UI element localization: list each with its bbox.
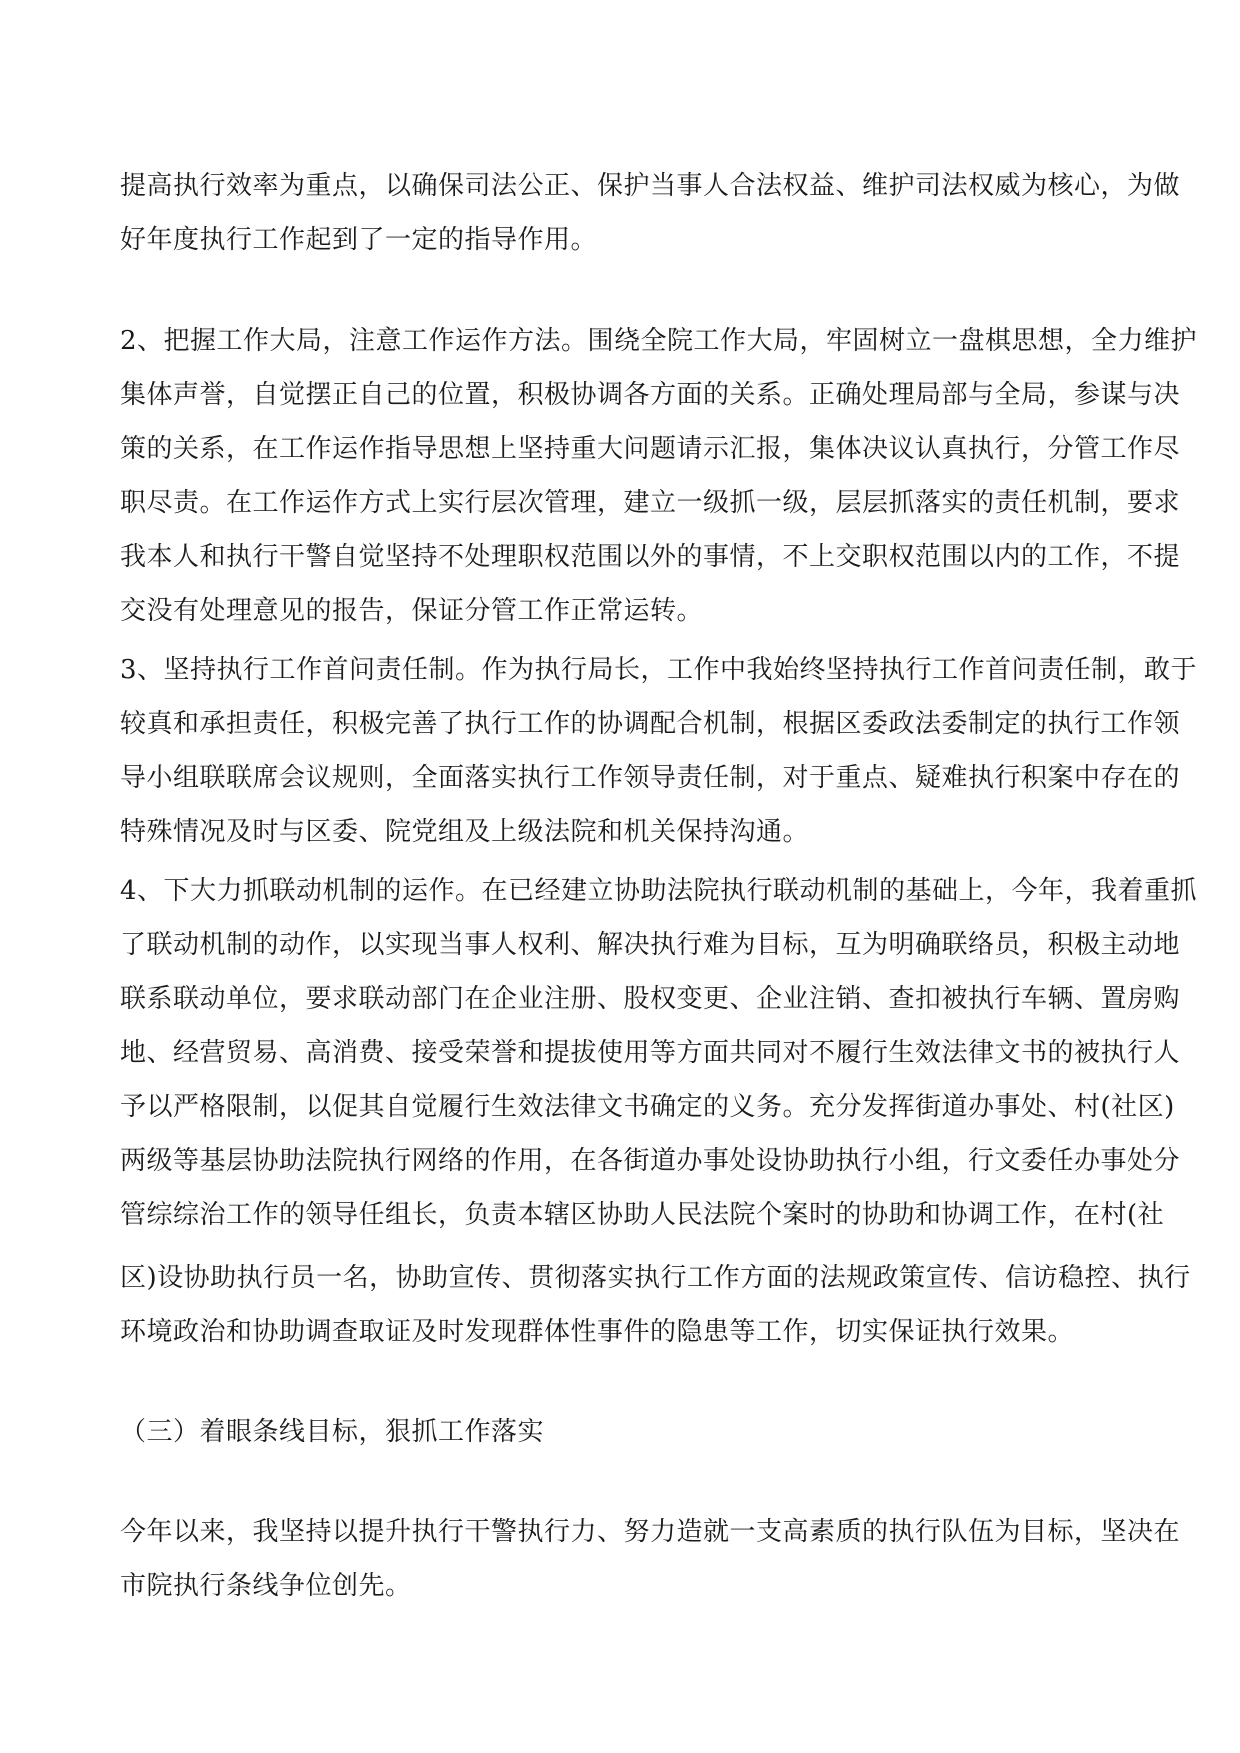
paragraph-line: 2、把握工作大局，注意工作运作方法。围绕全院工作大局，牢固树立一盘棋思想，全力维护 [120,326,1198,356]
paragraph-line: 管综综治工作的领导任组长，负责本辖区协助人民法院个案时的协助和协调工作，在村(社 [120,1200,1165,1230]
paragraph-line: 提高执行效率为重点，以确保司法公正、保护当事人合法权益、维护司法权威为核心，为做 [120,171,1181,201]
paragraph-line: 联系联动单位，要求联动部门在企业注册、股权变更、企业注销、查扣被执行车辆、置房购 [120,984,1181,1014]
paragraph-3 [120,643,1198,859]
paragraph-1 [120,159,1181,267]
paragraph-line: 导小组联联席会议规则，全面落实执行工作领导责任制，对于重点、疑难执行积案中存在的 [120,763,1181,793]
paragraph-line: 今年以来，我坚持以提升执行干警执行力、努力造就一支高素质的执行队伍为目标，坚决在 [120,1517,1181,1547]
heading-line: （三）着眼条线目标，狠抓工作落实 [120,1417,545,1447]
paragraph-line: 予以严格限制，以促其自觉履行生效法律文书确定的义务。充分发挥街道办事处、村(社区) [120,1092,1175,1122]
paragraph-line: 较真和承担责任，积极完善了执行工作的协调配合机制，根据区委政法委制定的执行工作领 [120,709,1181,739]
paragraph-line: 职尽责。在工作运作方式上实行层次管理，建立一级抓一级，层层抓落实的责任机制，要求 [120,488,1181,518]
section-heading [120,1405,1130,1459]
paragraph-line: 特殊情况及时与区委、院党组及上级法院和机关保持沟通。 [120,817,810,847]
paragraph-line: 4、下大力抓联动机制的运作。在已经建立协助法院执行联动机制的基础上，今年，我着重抓 [120,876,1198,906]
paragraph-5 [120,1251,1191,1359]
paragraph-line: 集体声誉，自觉摆正自己的位置，积极协调各方面的关系。正确处理局部与全局，参谋与决 [120,380,1181,410]
paragraph-7 [120,1505,1181,1613]
paragraph-line: 策的关系，在工作运作指导思想上坚持重大问题请示汇报，集体决议认真执行，分管工作尽 [120,434,1181,464]
paragraph-line: 区)设协助执行员一名，协助宣传、贯彻落实执行工作方面的法规政策宣传、信访稳控、执行 [120,1263,1191,1293]
paragraph-line: 3、坚持执行工作首问责任制。作为执行局长，工作中我始终坚持执行工作首问责任制，敢于 [120,655,1198,685]
paragraph-line: 环境政治和协助调查取证及时发现群体性事件的隐患等工作，切实保证执行效果。 [120,1317,1075,1347]
paragraph-line: 市院执行条线争位创先。 [120,1571,412,1601]
paragraph-line: 我本人和执行干警自觉坚持不处理职权范围以外的事情，不上交职权范围以内的工作，不提 [120,542,1181,572]
paragraph-2 [120,314,1198,638]
paragraph-line: 两级等基层协助法院执行网络的作用，在各街道办事处设协助执行小组，行文委任办事处分 [120,1146,1181,1176]
paragraph-4 [120,864,1198,1242]
paragraph-line: 地、经营贸易、高消费、接受荣誉和提拔使用等方面共同对不履行生效法律文书的被执行人 [120,1038,1181,1068]
paragraph-line: 了联动机制的动作，以实现当事人权利、解决执行难为目标，互为明确联络员，积极主动地 [120,930,1181,960]
paragraph-line: 交没有处理意见的报告，保证分管工作正常运转。 [120,596,704,626]
paragraph-line: 好年度执行工作起到了一定的指导作用。 [120,225,598,255]
